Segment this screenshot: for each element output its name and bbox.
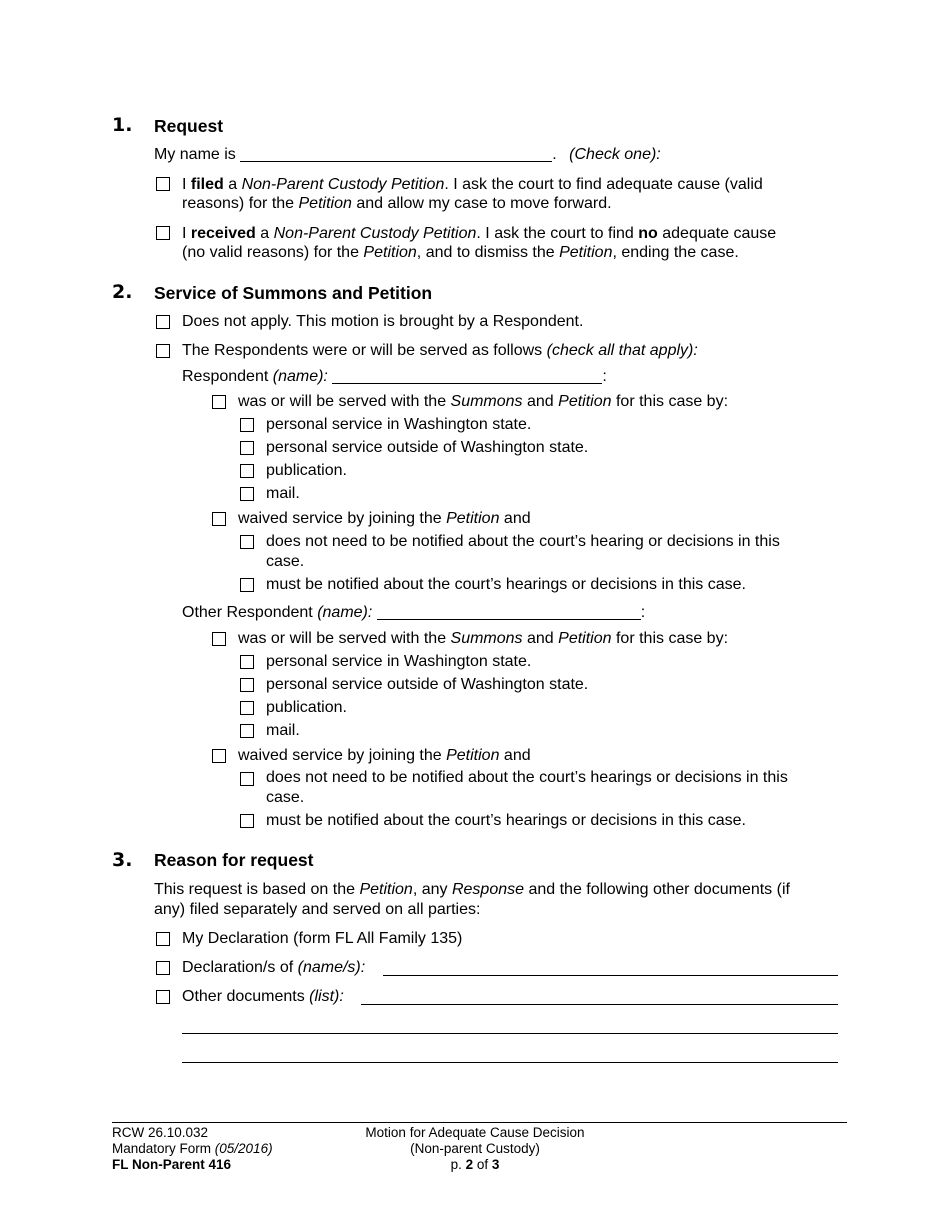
filed-petition-checkbox[interactable]	[156, 177, 170, 191]
received-option-line1: I received a Non-Parent Custody Petition. I ask the court to find no adequate cause	[182, 225, 777, 242]
respondent-waived-checkbox[interactable]	[212, 512, 226, 526]
other-respondent-name-line: Other Respondent (name): :	[182, 604, 646, 621]
footer-title: Motion for Adequate Cause Decision	[365, 1125, 585, 1140]
filed-option-line1: I filed a Non-Parent Custody Petition. I ask the court to find adequate cause (valid	[182, 176, 763, 193]
respondent-method-label: publication.	[266, 462, 347, 479]
footer-divider	[112, 1122, 847, 1123]
filed-option-line2: reasons) for the Petition and allow my case to move forward.	[182, 195, 612, 212]
other-documents-field-line3[interactable]	[182, 1062, 838, 1063]
respondents-served-checkbox[interactable]	[156, 344, 170, 358]
name-field[interactable]	[240, 145, 552, 162]
footer-center	[325, 1125, 625, 1173]
does-not-apply-checkbox[interactable]	[156, 315, 170, 329]
section-3-number: 3.	[112, 849, 133, 871]
does-not-apply-label: Does not apply. This motion is brought by a Respondent.	[182, 313, 584, 330]
section-1-number: 1.	[112, 114, 133, 136]
other-respondent-served-checkbox[interactable]	[212, 632, 226, 646]
respondent-served-label: was or will be served with the Summons and Petition for this case by:	[238, 393, 729, 410]
other-respondent-name-field[interactable]	[377, 603, 641, 620]
respondent-no-notify-line1: does not need to be notified about the court’s hearing or decisions in this	[266, 533, 780, 550]
other-documents-field[interactable]	[361, 1004, 838, 1005]
other-respondent-waived-checkbox[interactable]	[212, 749, 226, 763]
received-petition-checkbox[interactable]	[156, 226, 170, 240]
other-respondent-method-label: mail.	[266, 722, 300, 739]
respondent-served-checkbox[interactable]	[212, 395, 226, 409]
respondent-method-label: mail.	[266, 485, 300, 502]
other-respondent-method-personal-outside-checkbox[interactable]	[240, 678, 254, 692]
other-respondent-method-label: personal service in Washington state.	[266, 653, 532, 670]
footer-page-number: p. 2 of 3	[450, 1157, 500, 1172]
respondent-waived-label: waived service by joining the Petition and	[238, 510, 531, 527]
declarations-of-field[interactable]	[383, 975, 838, 976]
respondent-name-line: Respondent (name): :	[182, 368, 607, 385]
respondent-method-personal-outside-checkbox[interactable]	[240, 441, 254, 455]
other-documents-checkbox[interactable]	[156, 990, 170, 1004]
other-respondent-method-personal-wa-checkbox[interactable]	[240, 655, 254, 669]
other-respondent-method-label: publication.	[266, 699, 347, 716]
check-one-hint: (Check one):	[569, 146, 661, 163]
other-respondent-method-mail-checkbox[interactable]	[240, 724, 254, 738]
respondent-method-mail-checkbox[interactable]	[240, 487, 254, 501]
respondent-no-notify-checkbox[interactable]	[240, 535, 254, 549]
section-2-number: 2.	[112, 281, 133, 303]
respondent-method-publication-checkbox[interactable]	[240, 464, 254, 478]
other-respondent-method-label: personal service outside of Washington state.	[266, 676, 589, 693]
section-3-title: Reason for request	[154, 850, 314, 870]
other-respondent-no-notify-line2: case.	[266, 789, 305, 806]
reason-intro-line1: This request is based on the Petition, any Response and the following other documents (if	[154, 881, 790, 898]
section-1-title: Request	[154, 116, 224, 136]
footer-form-id: FL Non-Parent 416	[112, 1157, 232, 1172]
respondent-method-label: personal service in Washington state.	[266, 416, 532, 433]
footer-subtitle: (Non-parent Custody)	[410, 1141, 540, 1156]
footer-left	[112, 1125, 273, 1173]
respondent-name-field[interactable]	[332, 367, 602, 384]
other-respondent-method-publication-checkbox[interactable]	[240, 701, 254, 715]
my-declaration-checkbox[interactable]	[156, 932, 170, 946]
name-lead: My name is	[154, 146, 236, 163]
other-respondent-notify-checkbox[interactable]	[240, 814, 254, 828]
declarations-of-checkbox[interactable]	[156, 961, 170, 975]
section-2-title: Service of Summons and Petition	[154, 283, 433, 303]
respondent-method-label: personal service outside of Washington state.	[266, 439, 589, 456]
respondent-method-personal-wa-checkbox[interactable]	[240, 418, 254, 432]
my-declaration-label: My Declaration (form FL All Family 135)	[182, 930, 463, 947]
other-documents-label: Other documents (list):	[182, 988, 344, 1005]
other-respondent-notify-label: must be notified about the court’s hearings or decisions in this case.	[266, 812, 746, 829]
received-option-line2: (no valid reasons) for the Petition, and to dismiss the Petition, ending the case.	[182, 244, 739, 261]
respondents-served-label: The Respondents were or will be served as follows (check all that apply):	[182, 342, 698, 359]
other-documents-field-line2[interactable]	[182, 1033, 838, 1034]
other-respondent-no-notify-checkbox[interactable]	[240, 772, 254, 786]
name-line: My name is . (Check one):	[154, 146, 661, 163]
footer-rcw: RCW 26.10.032	[112, 1125, 209, 1140]
declarations-of-label: Declaration/s of (name/s):	[182, 959, 366, 976]
respondent-no-notify-line2: case.	[266, 553, 305, 570]
respondent-notify-label: must be notified about the court’s hearings or decisions in this case.	[266, 576, 746, 593]
other-respondent-no-notify-line1: does not need to be notified about the court’s hearings or decisions in this	[266, 769, 788, 786]
other-respondent-served-label: was or will be served with the Summons and Petition for this case by:	[238, 630, 729, 647]
footer-mandatory: Mandatory Form (05/2016)	[112, 1141, 273, 1156]
reason-intro-line2: any) filed separately and served on all parties:	[154, 901, 481, 918]
other-respondent-waived-label: waived service by joining the Petition and	[238, 747, 531, 764]
respondent-notify-checkbox[interactable]	[240, 578, 254, 592]
